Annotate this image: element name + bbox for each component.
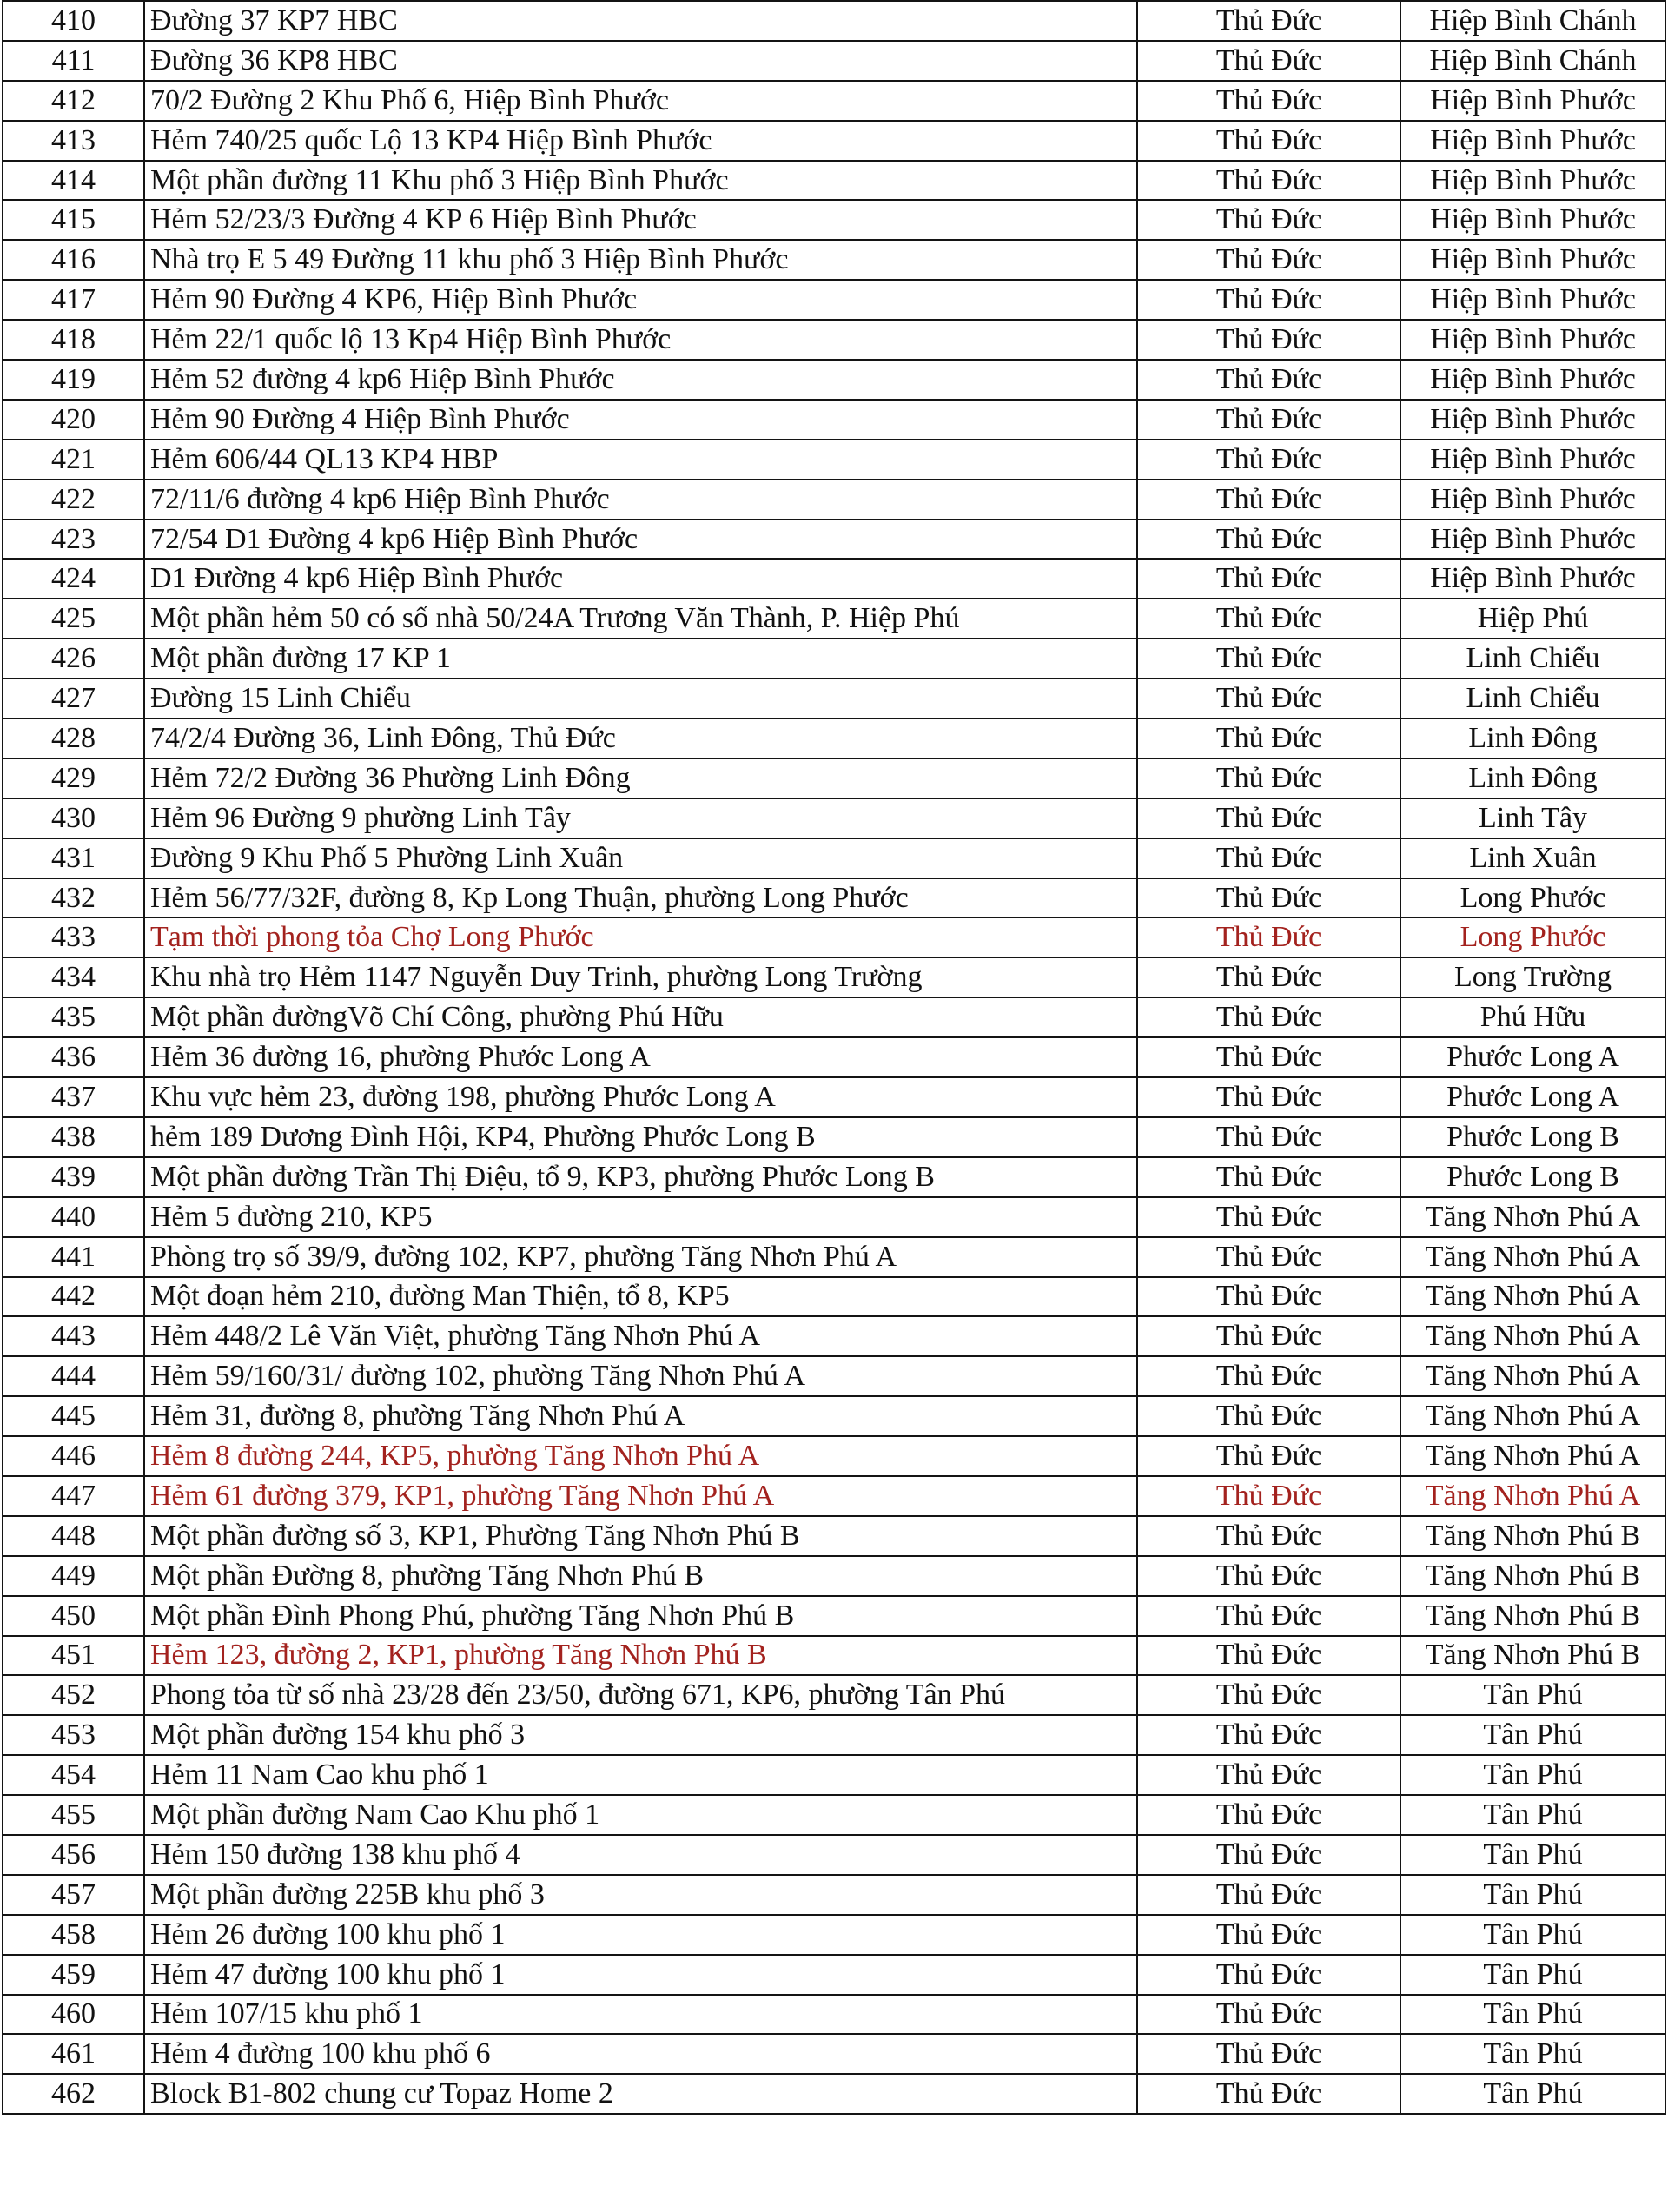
ward-cell: Tân Phú [1400, 1715, 1665, 1755]
row-number-cell: 414 [3, 161, 144, 201]
district-cell: Thủ Đức [1137, 1995, 1400, 2035]
table-row [3, 997, 1665, 1037]
district-cell: Thủ Đức [1137, 1556, 1400, 1596]
ward-cell: Phước Long B [1400, 1157, 1665, 1197]
table-row [3, 280, 1665, 320]
row-number-cell: 416 [3, 240, 144, 280]
ward-cell: Hiệp Bình Phước [1400, 400, 1665, 440]
district-cell: Thủ Đức [1137, 559, 1400, 599]
table-row [3, 719, 1665, 758]
address-cell: Hẻm 59/160/31/ đường 102, phường Tăng Nhơn Phú A [144, 1356, 1137, 1396]
address-cell: Một phần đường Trần Thị Điệu, tổ 9, KP3, phường Phước Long B [144, 1157, 1137, 1197]
table-row [3, 1117, 1665, 1157]
table-row [3, 41, 1665, 81]
district-cell: Thủ Đức [1137, 957, 1400, 997]
address-cell: Hẻm 107/15 khu phố 1 [144, 1995, 1137, 2035]
ward-cell: Linh Xuân [1400, 838, 1665, 878]
table-row [3, 559, 1665, 599]
ward-cell: Tăng Nhơn Phú A [1400, 1197, 1665, 1237]
district-cell: Thủ Đức [1137, 1755, 1400, 1795]
district-cell: Thủ Đức [1137, 440, 1400, 480]
row-number-cell: 427 [3, 679, 144, 719]
ward-cell: Hiệp Bình Phước [1400, 280, 1665, 320]
row-number-cell: 419 [3, 360, 144, 400]
district-cell: Thủ Đức [1137, 1955, 1400, 1995]
row-number-cell: 429 [3, 758, 144, 798]
ward-cell: Long Phước [1400, 917, 1665, 957]
row-number-cell: 445 [3, 1396, 144, 1436]
address-cell: Đường 15 Linh Chiểu [144, 679, 1137, 719]
table-row [3, 1875, 1665, 1915]
table-row [3, 240, 1665, 280]
table-row [3, 1237, 1665, 1277]
ward-cell: Tăng Nhơn Phú B [1400, 1556, 1665, 1596]
address-cell: 72/11/6 đường 4 kp6 Hiệp Bình Phước [144, 480, 1137, 520]
row-number-cell: 412 [3, 81, 144, 121]
address-cell: Hẻm 4 đường 100 khu phố 6 [144, 2034, 1137, 2074]
address-cell: Một phần đường 11 Khu phố 3 Hiệp Bình Phước [144, 161, 1137, 201]
table-row [3, 1396, 1665, 1436]
table-row [3, 758, 1665, 798]
address-cell: Hẻm 52/23/3 Đường 4 KP 6 Hiệp Bình Phước [144, 200, 1137, 240]
row-number-cell: 456 [3, 1835, 144, 1875]
table-body [3, 1, 1665, 2114]
district-cell: Thủ Đức [1137, 1197, 1400, 1237]
ward-cell: Tân Phú [1400, 1995, 1665, 2035]
table-row [3, 161, 1665, 201]
ward-cell: Hiệp Bình Phước [1400, 559, 1665, 599]
district-cell: Thủ Đức [1137, 878, 1400, 918]
row-number-cell: 422 [3, 480, 144, 520]
ward-cell: Phước Long B [1400, 1117, 1665, 1157]
address-cell: Phong tỏa từ số nhà 23/28 đến 23/50, đường 671, KP6, phường Tân Phú [144, 1675, 1137, 1715]
district-cell: Thủ Đức [1137, 1476, 1400, 1516]
row-number-cell: 440 [3, 1197, 144, 1237]
district-cell: Thủ Đức [1137, 320, 1400, 360]
ward-cell: Hiệp Phú [1400, 599, 1665, 639]
district-cell: Thủ Đức [1137, 360, 1400, 400]
district-cell: Thủ Đức [1137, 280, 1400, 320]
district-cell: Thủ Đức [1137, 1795, 1400, 1835]
district-cell: Thủ Đức [1137, 1436, 1400, 1476]
ward-cell: Tăng Nhơn Phú B [1400, 1596, 1665, 1636]
row-number-cell: 449 [3, 1556, 144, 1596]
ward-cell: Hiệp Bình Chánh [1400, 41, 1665, 81]
district-cell: Thủ Đức [1137, 240, 1400, 280]
ward-cell: Tân Phú [1400, 1755, 1665, 1795]
table-row [3, 360, 1665, 400]
district-cell: Thủ Đức [1137, 1, 1400, 41]
ward-cell: Linh Tây [1400, 798, 1665, 838]
table-row [3, 1835, 1665, 1875]
table-row [3, 1715, 1665, 1755]
district-cell: Thủ Đức [1137, 917, 1400, 957]
row-number-cell: 425 [3, 599, 144, 639]
district-cell: Thủ Đức [1137, 1835, 1400, 1875]
address-cell: 70/2 Đường 2 Khu Phố 6, Hiệp Bình Phước [144, 81, 1137, 121]
address-cell: Hẻm 72/2 Đường 36 Phường Linh Đông [144, 758, 1137, 798]
row-number-cell: 434 [3, 957, 144, 997]
row-number-cell: 451 [3, 1636, 144, 1676]
ward-cell: Tăng Nhơn Phú A [1400, 1476, 1665, 1516]
ward-cell: Tân Phú [1400, 1915, 1665, 1955]
address-cell: Hẻm 11 Nam Cao khu phố 1 [144, 1755, 1137, 1795]
district-cell: Thủ Đức [1137, 1915, 1400, 1955]
row-number-cell: 426 [3, 639, 144, 679]
district-cell: Thủ Đức [1137, 121, 1400, 161]
row-number-cell: 439 [3, 1157, 144, 1197]
ward-cell: Phước Long A [1400, 1077, 1665, 1117]
row-number-cell: 435 [3, 997, 144, 1037]
row-number-cell: 432 [3, 878, 144, 918]
ward-cell: Hiệp Bình Phước [1400, 440, 1665, 480]
ward-cell: Linh Đông [1400, 758, 1665, 798]
address-cell: Một đoạn hẻm 210, đường Man Thiện, tổ 8, KP5 [144, 1277, 1137, 1317]
row-number-cell: 461 [3, 2034, 144, 2074]
address-cell: Hẻm 36 đường 16, phường Phước Long A [144, 1037, 1137, 1077]
ward-cell: Tăng Nhơn Phú B [1400, 1636, 1665, 1676]
district-cell: Thủ Đức [1137, 161, 1400, 201]
table-row [3, 2034, 1665, 2074]
table-row [3, 1077, 1665, 1117]
ward-cell: Hiệp Bình Phước [1400, 121, 1665, 161]
ward-cell: Long Phước [1400, 878, 1665, 918]
district-cell: Thủ Đức [1137, 200, 1400, 240]
row-number-cell: 447 [3, 1476, 144, 1516]
address-cell: 74/2/4 Đường 36, Linh Đông, Thủ Đức [144, 719, 1137, 758]
table-row [3, 320, 1665, 360]
address-cell: Đường 9 Khu Phố 5 Phường Linh Xuân [144, 838, 1137, 878]
ward-cell: Tân Phú [1400, 1795, 1665, 1835]
row-number-cell: 446 [3, 1436, 144, 1476]
district-cell: Thủ Đức [1137, 81, 1400, 121]
address-cell: Một phần Đường 8, phường Tăng Nhơn Phú B [144, 1556, 1137, 1596]
table-row [3, 1955, 1665, 1995]
table-row [3, 81, 1665, 121]
table-row [3, 1995, 1665, 2035]
district-cell: Thủ Đức [1137, 679, 1400, 719]
row-number-cell: 442 [3, 1277, 144, 1317]
district-cell: Thủ Đức [1137, 400, 1400, 440]
table-row [3, 400, 1665, 440]
table-row [3, 1277, 1665, 1317]
row-number-cell: 433 [3, 917, 144, 957]
address-cell: Hẻm 22/1 quốc lộ 13 Kp4 Hiệp Bình Phước [144, 320, 1137, 360]
address-cell: Hẻm 96 Đường 9 phường Linh Tây [144, 798, 1137, 838]
district-cell: Thủ Đức [1137, 997, 1400, 1037]
ward-cell: Tăng Nhơn Phú A [1400, 1237, 1665, 1277]
address-cell: Block B1-802 chung cư Topaz Home 2 [144, 2074, 1137, 2114]
address-cell: Hẻm 31, đường 8, phường Tăng Nhơn Phú A [144, 1396, 1137, 1436]
table-row [3, 957, 1665, 997]
address-cell: Khu nhà trọ Hẻm 1147 Nguyễn Duy Trinh, phường Long Trường [144, 957, 1137, 997]
table-row [3, 1516, 1665, 1556]
row-number-cell: 453 [3, 1715, 144, 1755]
ward-cell: Tăng Nhơn Phú A [1400, 1356, 1665, 1396]
address-cell: Khu vực hẻm 23, đường 198, phường Phước Long A [144, 1077, 1137, 1117]
table-row [3, 480, 1665, 520]
address-cell: Hẻm 52 đường 4 kp6 Hiệp Bình Phước [144, 360, 1137, 400]
address-cell: Nhà trọ E 5 49 Đường 11 khu phố 3 Hiệp Bình Phước [144, 240, 1137, 280]
table-row [3, 1755, 1665, 1795]
ward-cell: Hiệp Bình Phước [1400, 520, 1665, 560]
ward-cell: Tân Phú [1400, 1835, 1665, 1875]
table-row [3, 878, 1665, 918]
address-cell: Một phần hẻm 50 có số nhà 50/24A Trương Văn Thành, P. Hiệp Phú [144, 599, 1137, 639]
ward-cell: Hiệp Bình Phước [1400, 81, 1665, 121]
address-cell: 72/54 D1 Đường 4 kp6 Hiệp Bình Phước [144, 520, 1137, 560]
table-row [3, 1, 1665, 41]
address-cell: Hẻm 740/25 quốc Lộ 13 KP4 Hiệp Bình Phước [144, 121, 1137, 161]
row-number-cell: 460 [3, 1995, 144, 2035]
row-number-cell: 420 [3, 400, 144, 440]
district-cell: Thủ Đức [1137, 1715, 1400, 1755]
address-cell: Đường 37 KP7 HBC [144, 1, 1137, 41]
table-row [3, 639, 1665, 679]
ward-cell: Hiệp Bình Phước [1400, 320, 1665, 360]
ward-cell: Tân Phú [1400, 1955, 1665, 1995]
address-cell: Một phần đường số 3, KP1, Phường Tăng Nhơn Phú B [144, 1516, 1137, 1556]
address-cell: Phòng trọ số 39/9, đường 102, KP7, phường Tăng Nhơn Phú A [144, 1237, 1137, 1277]
ward-cell: Hiệp Bình Phước [1400, 480, 1665, 520]
address-cell: D1 Đường 4 kp6 Hiệp Bình Phước [144, 559, 1137, 599]
ward-cell: Hiệp Bình Phước [1400, 200, 1665, 240]
district-cell: Thủ Đức [1137, 1596, 1400, 1636]
table-row [3, 798, 1665, 838]
ward-cell: Long Trường [1400, 957, 1665, 997]
ward-cell: Tăng Nhơn Phú B [1400, 1516, 1665, 1556]
table-row [3, 1596, 1665, 1636]
district-cell: Thủ Đức [1137, 1117, 1400, 1157]
table-row [3, 1675, 1665, 1715]
address-cell: Một phần đường Nam Cao Khu phố 1 [144, 1795, 1137, 1835]
district-cell: Thủ Đức [1137, 2074, 1400, 2114]
address-cell: Tạm thời phong tỏa Chợ Long Phước [144, 917, 1137, 957]
district-cell: Thủ Đức [1137, 1516, 1400, 1556]
address-cell: Một phần đườngVõ Chí Công, phường Phú Hữu [144, 997, 1137, 1037]
ward-cell: Hiệp Bình Phước [1400, 240, 1665, 280]
row-number-cell: 410 [3, 1, 144, 41]
district-cell: Thủ Đức [1137, 1675, 1400, 1715]
district-cell: Thủ Đức [1137, 1237, 1400, 1277]
row-number-cell: 438 [3, 1117, 144, 1157]
ward-cell: Tân Phú [1400, 2074, 1665, 2114]
address-cell: Một phần đường 154 khu phố 3 [144, 1715, 1137, 1755]
ward-cell: Linh Chiểu [1400, 639, 1665, 679]
row-number-cell: 455 [3, 1795, 144, 1835]
table-row [3, 520, 1665, 560]
table-row [3, 1915, 1665, 1955]
district-cell: Thủ Đức [1137, 1396, 1400, 1436]
row-number-cell: 454 [3, 1755, 144, 1795]
row-number-cell: 421 [3, 440, 144, 480]
address-cell: Hẻm 90 Đường 4 Hiệp Bình Phước [144, 400, 1137, 440]
district-cell: Thủ Đức [1137, 1875, 1400, 1915]
district-cell: Thủ Đức [1137, 1037, 1400, 1077]
address-cell: Hẻm 26 đường 100 khu phố 1 [144, 1915, 1137, 1955]
district-cell: Thủ Đức [1137, 1316, 1400, 1356]
ward-cell: Tân Phú [1400, 2034, 1665, 2074]
district-cell: Thủ Đức [1137, 480, 1400, 520]
row-number-cell: 448 [3, 1516, 144, 1556]
row-number-cell: 457 [3, 1875, 144, 1915]
district-cell: Thủ Đức [1137, 599, 1400, 639]
row-number-cell: 424 [3, 559, 144, 599]
district-cell: Thủ Đức [1137, 798, 1400, 838]
table-row [3, 1356, 1665, 1396]
row-number-cell: 417 [3, 280, 144, 320]
row-number-cell: 444 [3, 1356, 144, 1396]
table-row [3, 1636, 1665, 1676]
ward-cell: Linh Đông [1400, 719, 1665, 758]
table-row [3, 1795, 1665, 1835]
district-cell: Thủ Đức [1137, 1356, 1400, 1396]
ward-cell: Tăng Nhơn Phú A [1400, 1277, 1665, 1317]
district-cell: Thủ Đức [1137, 1157, 1400, 1197]
table-row [3, 838, 1665, 878]
table-row [3, 1157, 1665, 1197]
ward-cell: Hiệp Bình Chánh [1400, 1, 1665, 41]
district-cell: Thủ Đức [1137, 758, 1400, 798]
district-cell: Thủ Đức [1137, 719, 1400, 758]
ward-cell: Tân Phú [1400, 1675, 1665, 1715]
row-number-cell: 459 [3, 1955, 144, 1995]
row-number-cell: 452 [3, 1675, 144, 1715]
ward-cell: Hiệp Bình Phước [1400, 161, 1665, 201]
row-number-cell: 437 [3, 1077, 144, 1117]
address-cell: Hẻm 47 đường 100 khu phố 1 [144, 1955, 1137, 1995]
table-row [3, 1197, 1665, 1237]
district-cell: Thủ Đức [1137, 1077, 1400, 1117]
table-row [3, 1436, 1665, 1476]
table-row [3, 1556, 1665, 1596]
row-number-cell: 418 [3, 320, 144, 360]
table-row [3, 1037, 1665, 1077]
district-cell: Thủ Đức [1137, 1277, 1400, 1317]
ward-cell: Tăng Nhơn Phú A [1400, 1436, 1665, 1476]
row-number-cell: 423 [3, 520, 144, 560]
district-cell: Thủ Đức [1137, 2034, 1400, 2074]
ward-cell: Linh Chiểu [1400, 679, 1665, 719]
row-number-cell: 430 [3, 798, 144, 838]
row-number-cell: 411 [3, 41, 144, 81]
row-number-cell: 431 [3, 838, 144, 878]
row-number-cell: 450 [3, 1596, 144, 1636]
address-cell: Một phần Đình Phong Phú, phường Tăng Nhơn Phú B [144, 1596, 1137, 1636]
address-cell: Hẻm 5 đường 210, KP5 [144, 1197, 1137, 1237]
table-row [3, 1316, 1665, 1356]
row-number-cell: 458 [3, 1915, 144, 1955]
row-number-cell: 441 [3, 1237, 144, 1277]
address-cell: Hẻm 606/44 QL13 KP4 HBP [144, 440, 1137, 480]
ward-cell: Tăng Nhơn Phú A [1400, 1316, 1665, 1356]
row-number-cell: 413 [3, 121, 144, 161]
district-cell: Thủ Đức [1137, 838, 1400, 878]
table-row [3, 121, 1665, 161]
table-row [3, 440, 1665, 480]
row-number-cell: 443 [3, 1316, 144, 1356]
table-row [3, 1476, 1665, 1516]
table-row [3, 679, 1665, 719]
ward-cell: Phú Hữu [1400, 997, 1665, 1037]
table-row [3, 2074, 1665, 2114]
table-row [3, 200, 1665, 240]
address-cell: Hẻm 150 đường 138 khu phố 4 [144, 1835, 1137, 1875]
address-cell: Hẻm 90 Đường 4 KP6, Hiệp Bình Phước [144, 280, 1137, 320]
address-cell: Hẻm 123, đường 2, KP1, phường Tăng Nhơn Phú B [144, 1636, 1137, 1676]
address-cell: Hẻm 8 đường 244, KP5, phường Tăng Nhơn Phú A [144, 1436, 1137, 1476]
district-cell: Thủ Đức [1137, 520, 1400, 560]
district-cell: Thủ Đức [1137, 41, 1400, 81]
table-row [3, 917, 1665, 957]
district-cell: Thủ Đức [1137, 639, 1400, 679]
district-cell: Thủ Đức [1137, 1636, 1400, 1676]
address-cell: Đường 36 KP8 HBC [144, 41, 1137, 81]
address-cell: Hẻm 448/2 Lê Văn Việt, phường Tăng Nhơn Phú A [144, 1316, 1137, 1356]
ward-cell: Tăng Nhơn Phú A [1400, 1396, 1665, 1436]
address-cell: Hẻm 61 đường 379, KP1, phường Tăng Nhơn Phú A [144, 1476, 1137, 1516]
row-number-cell: 462 [3, 2074, 144, 2114]
address-cell: Một phần đường 225B khu phố 3 [144, 1875, 1137, 1915]
row-number-cell: 428 [3, 719, 144, 758]
ward-cell: Hiệp Bình Phước [1400, 360, 1665, 400]
address-cell: hẻm 189 Dương Đình Hội, KP4, Phường Phước Long B [144, 1117, 1137, 1157]
lockdown-area-table [2, 0, 1666, 2115]
ward-cell: Phước Long A [1400, 1037, 1665, 1077]
address-cell: Một phần đường 17 KP 1 [144, 639, 1137, 679]
ward-cell: Tân Phú [1400, 1875, 1665, 1915]
row-number-cell: 436 [3, 1037, 144, 1077]
table-row [3, 599, 1665, 639]
row-number-cell: 415 [3, 200, 144, 240]
address-cell: Hẻm 56/77/32F, đường 8, Kp Long Thuận, phường Long Phước [144, 878, 1137, 918]
